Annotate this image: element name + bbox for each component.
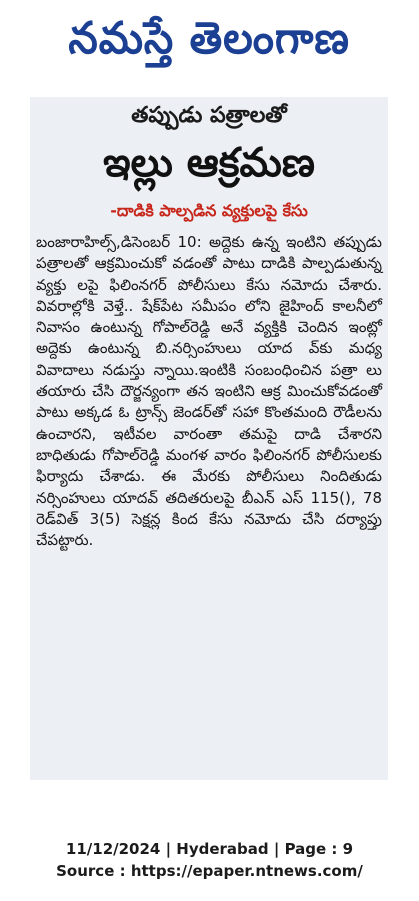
article-subhead: -దాడికి పాల్పడిన వ్యక్తులపై కేసు <box>110 201 308 220</box>
article-body <box>36 232 382 551</box>
article-kicker: తప్పుడు పత్రాలతో <box>131 103 287 128</box>
masthead <box>0 0 419 88</box>
article-paragraph: బంజారాహిల్స్,డిసెంబర్ 10: అద్దెకు ఉన్న ఇంటిని తప్పుడు పత్రాలతో ఆక్రమించుకో వడంతో పాటు దాడికి పాల్పడుతున్న వ్యక్తు లపై ఫిలింనగర్ పోలీసులు కేసు నమోదు చేశారు. వివరాల్లోకి వెళ్తే.. షేక్‌పేట సమీపం లోని జైహింద్ కాలనీలో నివాసం ఉంటున్న గోపాల్‌రెడ్డి అనే వ్యక్తికి చెందిన ఇంట్లో అద్దెకు ఉంటున్న బి.నర్సింహులు యాద వ్‌కు మధ్య వివాదాలు నడుస్తు న్నాయి.ఇంటికి సంబంధించిన పత్రా లు తయారు చేసి దౌర్జన్యంగా తన ఇంటిని ఆక్ర మించుకోవడంతో పాటు అక్కడ ఓ ట్రాన్స్ జెండర్‌తో సహా కొంతమంది రౌడీలను ఉంచారని, ఇటీవల వారంతా తమపై దాడి చేశారని బాధితుడు గోపాల్‌రెడ్డి మంగళ వారం ఫిలింనగర్ పోలీసులకు ఫిర్యాదు చేశాడు. ఈ మేరకు పోలీసులు నిందితుడు నర్సింహులు యాదవ్ తదితరులపై బీఎన్ ఎస్ 115(), 78 రెడ్‌విత్ 3(5) సెక్షన్ల కింద కేసు నమోదు చేసి దర్యాప్తు చేపట్టారు. <box>36 233 382 550</box>
newspaper-logo: నమస్తే తెలంగాణ <box>68 13 351 64</box>
publication-info: 11/12/2024 | Hyderabad | Page : 9 <box>65 840 354 858</box>
clipping-footer <box>0 838 419 882</box>
source-link[interactable]: Source : https://epaper.ntnews.com/ <box>56 862 363 880</box>
article-clipping <box>30 97 388 780</box>
article-headline: ఇల్లు ఆక్రమణ <box>103 140 315 186</box>
